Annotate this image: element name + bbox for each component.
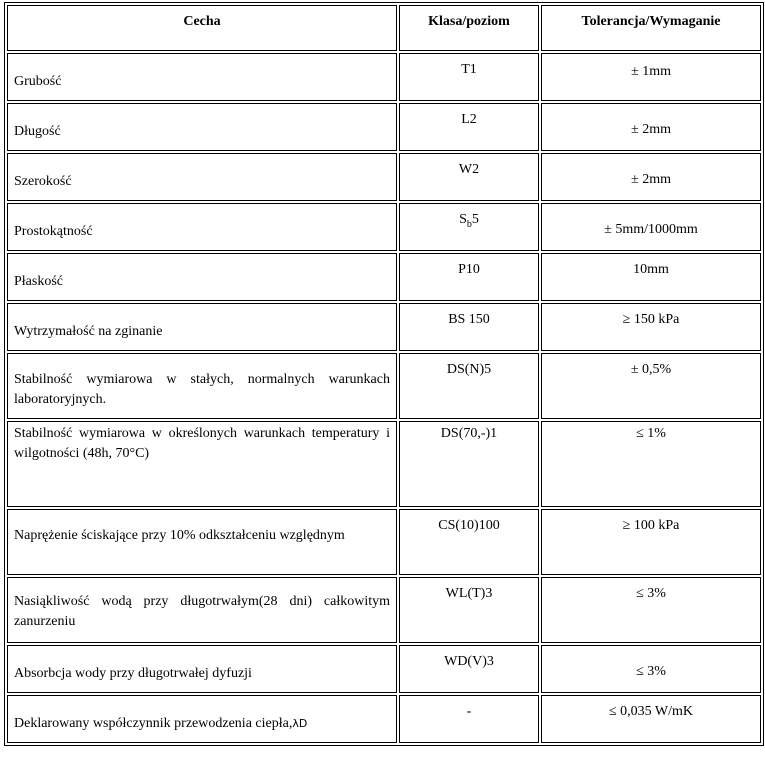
class-main: S	[459, 212, 467, 227]
table-row	[7, 509, 761, 575]
header-row	[7, 5, 761, 51]
feature-cell: Stabilność wymiarowa w określonych warunkach temperatury i wilgotności (48h, 70°C)	[7, 421, 397, 507]
feature-cell: Naprężenie ściskające przy 10% odkształceniu względnym	[7, 509, 397, 575]
tolerance-cell: ± 2mm	[541, 103, 761, 151]
table-row	[7, 253, 761, 301]
class-cell: BS 150	[399, 303, 539, 351]
class-cell: DS(70,-)1	[399, 421, 539, 507]
header-class: Klasa/poziom	[399, 5, 539, 51]
table-row	[7, 303, 761, 351]
tolerance-cell: ≤ 1%	[541, 421, 761, 507]
header-tolerance: Tolerancja/Wymaganie	[541, 5, 761, 51]
class-tail: 5	[471, 212, 479, 227]
table-row	[7, 153, 761, 201]
tolerance-cell: ≤ 3%	[541, 645, 761, 693]
feature-cell: Długość	[7, 103, 397, 151]
feature-cell	[7, 695, 397, 743]
feature-cell: Szerokość	[7, 153, 397, 201]
tolerance-cell: ≤ 3%	[541, 577, 761, 643]
tolerance-cell: ≤ 0,035 W/mK	[541, 695, 761, 743]
table-row	[7, 421, 761, 507]
tolerance-cell: ± 2mm	[541, 153, 761, 201]
feature-cell: Absorbcja wody przy długotrwałej dyfuzji	[7, 645, 397, 693]
feature-cell: Grubość	[7, 53, 397, 101]
tolerance-cell: ± 1mm	[541, 53, 761, 101]
table-row	[7, 53, 761, 101]
class-cell: CS(10)100	[399, 509, 539, 575]
class-subscript: b	[466, 218, 472, 230]
class-cell: -	[399, 695, 539, 743]
class-cell: L2	[399, 103, 539, 151]
tolerance-cell: ≥ 150 kPa	[541, 303, 761, 351]
tolerance-cell: ± 5mm/1000mm	[541, 203, 761, 251]
lambda-symbol: λD	[292, 717, 308, 730]
class-cell: W2	[399, 153, 539, 201]
tolerance-cell: 10mm	[541, 253, 761, 301]
feature-text: Deklarowany współczynnik przewodzenia ciepła,	[14, 716, 293, 731]
table-row	[7, 203, 761, 251]
table-row	[7, 103, 761, 151]
class-cell: WD(V)3	[399, 645, 539, 693]
feature-cell: Prostokątność	[7, 203, 397, 251]
table-row	[7, 577, 761, 643]
class-cell: DS(N)5	[399, 353, 539, 419]
feature-cell: Stabilność wymiarowa w stałych, normalnych warunkach laboratoryjnych.	[7, 353, 397, 419]
feature-cell: Płaskość	[7, 253, 397, 301]
feature-cell: Wytrzymałość na zginanie	[7, 303, 397, 351]
tolerance-cell: ≥ 100 kPa	[541, 509, 761, 575]
class-cell: P10	[399, 253, 539, 301]
specification-table	[4, 2, 764, 746]
class-cell: WL(T)3	[399, 577, 539, 643]
table-row	[7, 645, 761, 693]
class-cell	[399, 203, 539, 251]
feature-cell: Nasiąkliwość wodą przy długotrwałym(28 dni) całkowitym zanurzeniu	[7, 577, 397, 643]
table-row	[7, 353, 761, 419]
header-feature: Cecha	[7, 5, 397, 51]
spec-table-container	[4, 2, 762, 746]
table-row	[7, 695, 761, 743]
class-cell: T1	[399, 53, 539, 101]
tolerance-cell: ± 0,5%	[541, 353, 761, 419]
